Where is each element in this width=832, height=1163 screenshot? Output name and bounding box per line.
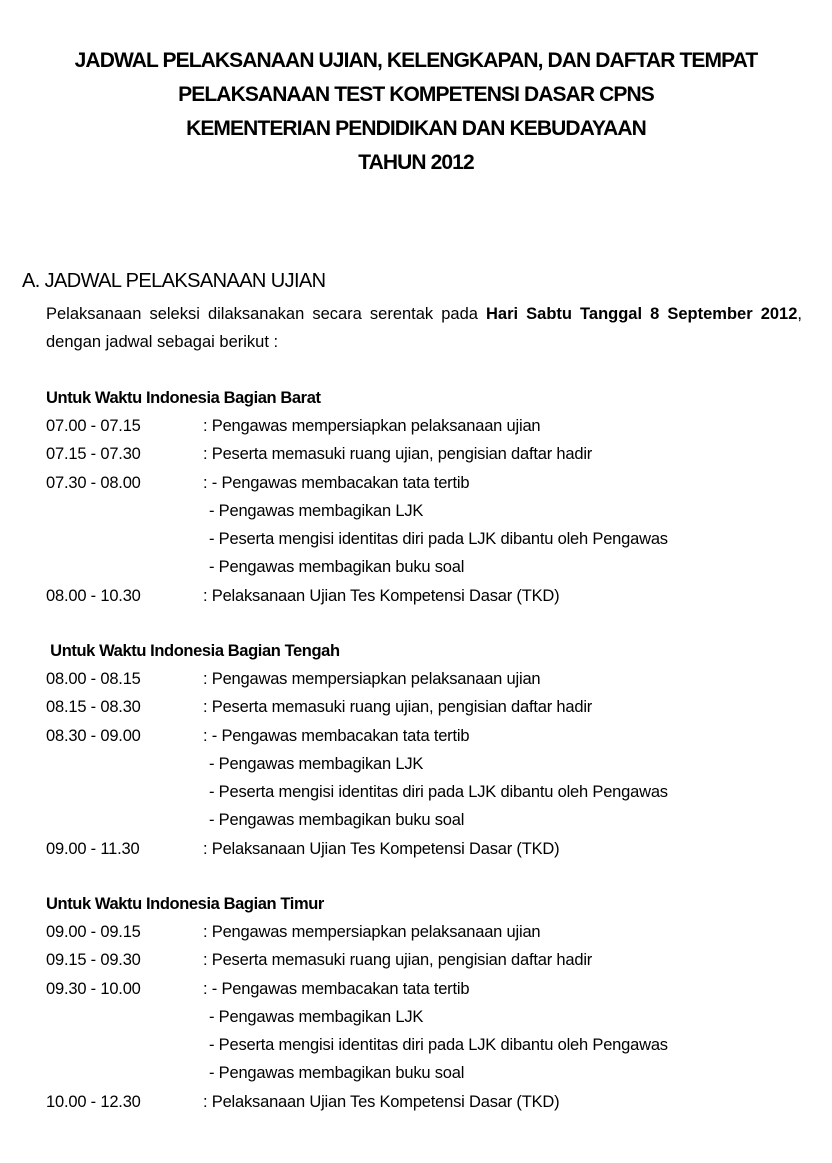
sub-activity: - Peserta mengisi identitas diri pada LJK dibantu oleh Pengawas	[209, 783, 668, 802]
schedule-row	[46, 918, 806, 946]
schedule-row	[46, 582, 806, 610]
activity: : Pelaksanaan Ujian Tes Kompetensi Dasar (TKD)	[203, 839, 560, 858]
sub-activity: - Pengawas membagikan LJK	[209, 501, 424, 520]
intro-paragraph	[46, 300, 802, 356]
block-title: Untuk Waktu Indonesia Bagian Tengah	[46, 642, 340, 660]
title-line: JADWAL PELAKSANAAN UJIAN, KELENGKAPAN, DAN DAFTAR TEMPAT	[74, 49, 758, 72]
activity: : Pelaksanaan Ujian Tes Kompetensi Dasar (TKD)	[203, 1092, 560, 1111]
activity: : Pelaksanaan Ujian Tes Kompetensi Dasar (TKD)	[203, 586, 560, 605]
time-range: 08.30 - 09.00	[46, 726, 141, 745]
schedule-subrow	[46, 497, 806, 525]
schedule-subrow	[46, 778, 806, 806]
schedule-row	[46, 722, 806, 750]
time-range: 09.00 - 09.15	[46, 923, 141, 941]
schedule-block-wita	[46, 637, 806, 863]
sub-activity: - Peserta mengisi identitas diri pada LJK dibantu oleh Pengawas	[209, 530, 668, 549]
time-range: 07.15 - 07.30	[46, 445, 141, 464]
time-range: 10.00 - 12.30	[46, 1092, 141, 1111]
activity: : - Pengawas membacakan tata tertib	[203, 726, 470, 745]
schedule-subrow	[46, 525, 806, 553]
time-range: 07.00 - 07.15	[46, 417, 141, 435]
title-line: TAHUN 2012	[358, 151, 474, 174]
schedule-block-wit	[46, 890, 806, 1116]
title-line: KEMENTERIAN PENDIDIKAN DAN KEBUDAYAAN	[186, 117, 646, 140]
sub-activity: - Pengawas membagikan LJK	[209, 1007, 424, 1026]
schedule-row	[46, 693, 806, 721]
time-range: 09.15 - 09.30	[46, 951, 141, 970]
section-heading: A. JADWAL PELAKSANAAN UJIAN	[22, 270, 326, 292]
time-range: 09.00 - 11.30	[46, 839, 140, 858]
activity: : Peserta memasuki ruang ujian, pengisian daftar hadir	[203, 951, 593, 970]
intro-date: Hari Sabtu Tanggal 8 September 2012	[486, 305, 798, 323]
time-range: 07.30 - 08.00	[46, 473, 141, 492]
schedule-subrow	[46, 1031, 806, 1059]
sub-activity: - Pengawas membagikan buku soal	[209, 1064, 465, 1083]
document-title	[0, 44, 832, 180]
activity: : Pengawas mempersiapkan pelaksanaan ujian	[203, 670, 541, 688]
sub-activity: - Pengawas membagikan buku soal	[209, 811, 465, 830]
sub-activity: - Pengawas membagikan buku soal	[209, 558, 465, 577]
schedule-subrow	[46, 553, 806, 581]
schedule-subrow	[46, 1059, 806, 1087]
schedule-row	[46, 440, 806, 468]
activity: : Peserta memasuki ruang ujian, pengisian daftar hadir	[203, 445, 593, 464]
schedule-subrow	[46, 1003, 806, 1031]
schedule-row	[46, 412, 806, 440]
activity: : Pengawas mempersiapkan pelaksanaan ujian	[203, 923, 541, 941]
activity: : - Pengawas membacakan tata tertib	[203, 473, 470, 492]
time-range: 08.00 - 08.15	[46, 670, 141, 688]
schedule-block-wib	[46, 384, 806, 610]
activity: : - Pengawas membacakan tata tertib	[203, 979, 470, 998]
schedule-row	[46, 1088, 806, 1116]
block-title: Untuk Waktu Indonesia Bagian Timur	[46, 895, 324, 913]
activity: : Pengawas mempersiapkan pelaksanaan ujian	[203, 417, 541, 435]
schedule-subrow	[46, 750, 806, 778]
block-title: Untuk Waktu Indonesia Bagian Barat	[46, 389, 321, 407]
time-range: 08.15 - 08.30	[46, 698, 141, 717]
title-line: PELAKSANAAN TEST KOMPETENSI DASAR CPNS	[178, 83, 654, 106]
activity: : Peserta memasuki ruang ujian, pengisian daftar hadir	[203, 698, 593, 717]
sub-activity: - Pengawas membagikan LJK	[209, 754, 424, 773]
intro-end: , dengan jadwal sebagai berikut :	[46, 305, 802, 351]
intro-text: Pelaksanaan seleksi dilaksanakan secara serentak pada	[46, 305, 486, 323]
schedule-row	[46, 946, 806, 974]
sub-activity: - Peserta mengisi identitas diri pada LJK dibantu oleh Pengawas	[209, 1036, 668, 1055]
schedule-row	[46, 835, 806, 863]
time-range: 08.00 - 10.30	[46, 586, 141, 605]
schedule-row	[46, 469, 806, 497]
schedule-row	[46, 975, 806, 1003]
time-range: 09.30 - 10.00	[46, 979, 141, 998]
schedule-subrow	[46, 806, 806, 834]
schedule-row	[46, 665, 806, 693]
